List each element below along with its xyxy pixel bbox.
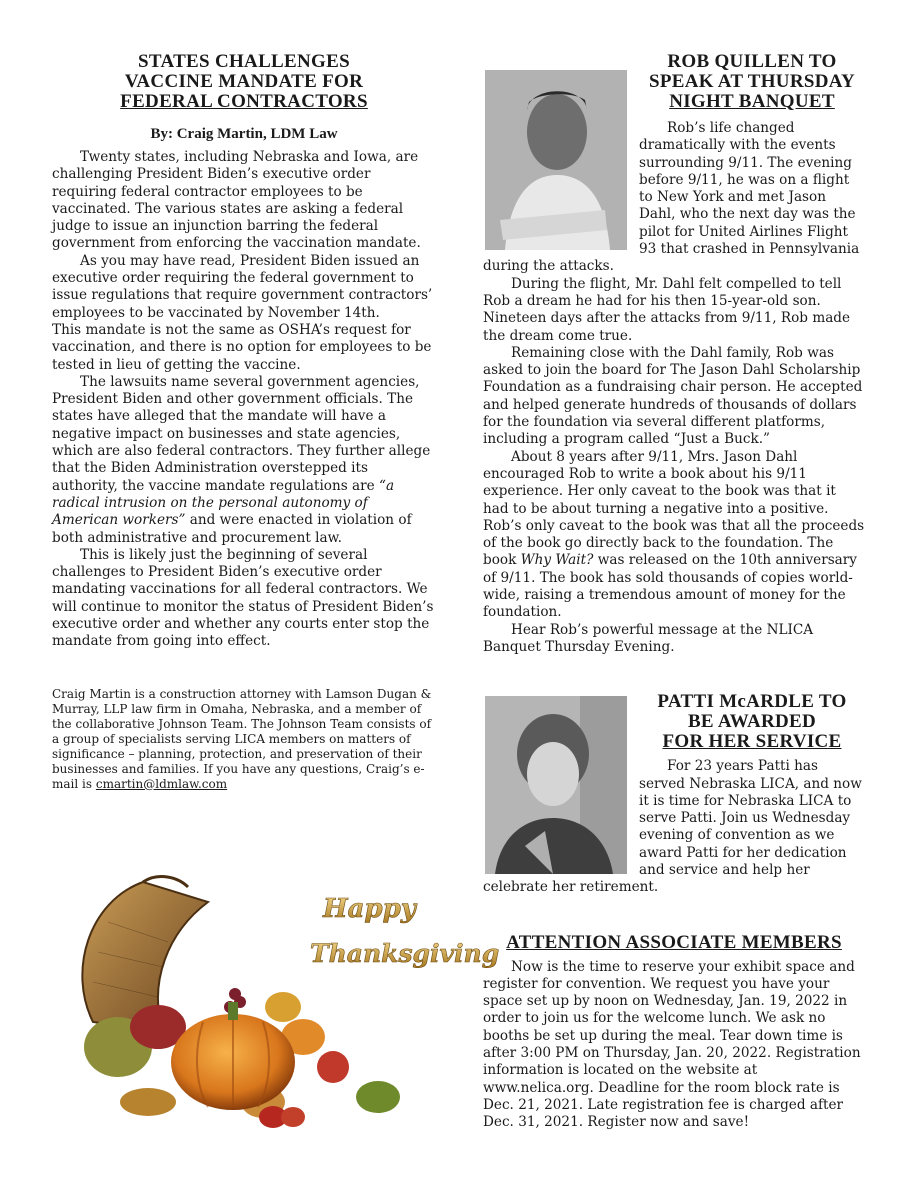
article-title-vaccine	[52, 52, 436, 112]
thanksgiving-text: Thanksgiving	[310, 939, 500, 968]
rob-article	[483, 52, 865, 656]
paragraph: Twenty states, including Nebraska and Iowa, are challenging President Biden’s executive order requiring federal contractor employees to be vaccinated. The various states are asking a federal judge to issue an injunction barring the federal government from enforcing the vaccination mandate.	[52, 149, 421, 252]
title-line: STATES CHALLENGES	[138, 51, 350, 72]
rob-quillen-photo	[485, 70, 627, 250]
title-line: FOR HER SERVICE	[662, 731, 842, 753]
quote: “a radical intrusion on the personal autonomy of American workers”	[52, 477, 395, 529]
author-bio: Craig Martin is a construction attorney with Lamson Dugan & Murray, LLP law firm in Omaha, Nebraska, and a member of the collaborative Johnson Team. The Johnson Team consists of a group of specialists serving LICA members on matters of significance – planning, protection, and preservation of their businesses and families. If you have any questions, Craig’s e-mail is cmartin@ldmlaw.com	[52, 686, 432, 791]
title-line: PATTI McARDLE TO	[657, 691, 847, 713]
book-title: Why Wait?	[520, 552, 594, 569]
associate-article	[483, 933, 865, 1132]
email-link[interactable]: cmartin@ldmlaw.com	[95, 776, 228, 791]
paragraph: As you may have read, President Biden issued an executive order requiring the federal government to issue regulations that require government contractors’ employees to be vaccinated by November 14th.	[52, 252, 433, 321]
patti-article	[483, 692, 865, 896]
paragraph: Remaining close with the Dahl family, Rob was asked to join the board for The Jason Dahl Scholarship Foundation as a fundraising chair person. He accepted and helped generate hundreds of thousands of dollars for the foundation via several different platforms, including a program called “Just a Buck.”	[483, 344, 863, 448]
paragraph: Now is the time to reserve your exhibit space and register for convention. We request you have your space set up by noon on Wednesday, Jan. 19, 2022 in order to join us for the welcome lunch. We ask no booths be set up during the meal. Tear down time is after 3:00 PM on Thursday, Jan. 20, 2022. Registration information is located on the website at www.nelica.org. Deadline for the room block rate is Dec. 21, 2021. Late registration fee is charged after Dec. 31, 2021. Register now and save!	[483, 958, 861, 1131]
paragraph: About 8 years after 9/11, Mrs. Jason Dahl encouraged Rob to write a book about his 9/11 experience. Her only caveat to the book was that it had to be about turning a negative into a positive. Rob’s only caveat to the book was that all the proceeds of the book go directly back to the foundation. The book Why Wait? was released on the 10th anniversary of 9/11. The book has sold thousands of copies world-wide, raising a tremendous amount of money for the foundation.	[483, 448, 865, 621]
title-line: FEDERAL CONTRACTORS	[120, 91, 368, 112]
title-line: NIGHT BANQUET	[669, 91, 835, 112]
left-column	[52, 52, 436, 792]
title-line: SPEAK AT THURSDAY	[648, 71, 856, 92]
paragraph: Hear Rob’s powerful message at the NLICA Banquet Thursday Evening.	[483, 621, 814, 655]
thanksgiving-cornucopia-image	[48, 862, 500, 1132]
paragraph: This mandate is not the same as OSHA’s request for vaccination, and there is no option for employees to be tested in lieu of getting the vaccine.	[52, 321, 432, 373]
paragraph: Rob’s life changed dramatically with the events surrounding 9/11. The evening before 9/11, he was on a flight to New York and met Jason Dahl, who the next day was the pilot for United Airlines Flight 93 that crashed in Pennsylvania during the attacks.	[483, 120, 860, 275]
happy-text: Happy	[323, 894, 416, 924]
title-line: VACCINE MANDATE FOR	[124, 71, 364, 92]
paragraph: The lawsuits name several government agencies, President Biden and other government officials. The states have alleged that the mandate will have a negative impact on businesses and state agencies, which are also federal contractors. They further allege that the Biden Administration overstepped its authority, the vaccine mandate regulations are “a radical intrusion on the personal autonomy of American workers” and were enacted in violation of both administrative and procurement law.	[52, 373, 431, 546]
title-line: BE AWARDED	[687, 711, 817, 733]
byline: By: Craig Martin, LDM Law	[150, 126, 338, 142]
patti-mcardle-photo	[485, 696, 627, 874]
paragraph: For 23 years Patti has served Nebraska LICA, and now it is time for Nebraska LICA to serve Patti. Join us Wednesday evening of convention as we award Patti for her dedication and service and help her celebrate her retirement.	[483, 758, 862, 896]
paragraph: This is likely just the beginning of several challenges to President Biden’s executive order mandating vaccinations for all federal contractors. We will continue to monitor the status of President Biden’s executive order and whether any courts enter stop the mandate from going into effect.	[52, 546, 434, 650]
paragraph: During the flight, Mr. Dahl felt compelled to tell Rob a dream he had for his then 15-year-old son. Nineteen days after the attacks from 9/11, Rob made the dream come true.	[483, 275, 851, 344]
article-title-associate: ATTENTION ASSOCIATE MEMBERS	[506, 931, 842, 953]
right-column	[483, 52, 865, 1132]
title-line: ROB QUILLEN TO	[667, 51, 837, 72]
